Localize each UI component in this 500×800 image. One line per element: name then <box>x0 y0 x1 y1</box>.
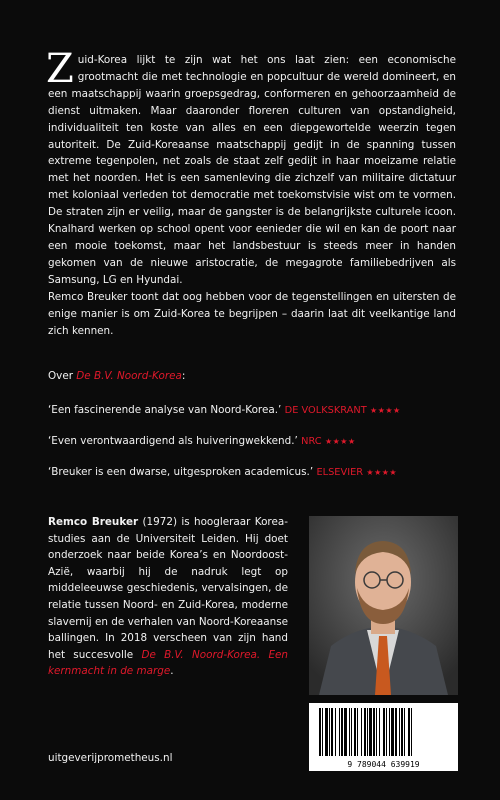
barcode-bar <box>391 708 394 756</box>
press-quote-1 <box>48 404 401 416</box>
barcode-number: 9 789044 639919 <box>347 760 420 769</box>
barcode-bar <box>404 708 405 756</box>
over-line <box>48 370 185 382</box>
author-name: Remco Breuker <box>48 516 139 528</box>
barcode-bar <box>354 708 356 756</box>
quote-source: ELSEVIER <box>316 467 364 478</box>
drop-cap: Z <box>46 46 74 92</box>
bio-end: . <box>170 665 174 678</box>
blurb-paragraph-2: Remco Breuker toont dat oog hebben voor de tegenstellingen en uitersten de enige manier is om Zuid-Korea te begrijpen – daarin laat dit veelkantige land zich kennen. <box>48 290 456 337</box>
barcode-bar <box>361 708 362 756</box>
author-bio <box>48 514 288 680</box>
quote-text: ‘Een fascinerende analyse van Noord-Korea.’ <box>48 404 282 416</box>
blurb-paragraph-1 <box>46 46 456 289</box>
author-portrait-image <box>309 516 458 695</box>
barcode-bar <box>386 708 387 756</box>
barcode-bar <box>369 708 372 756</box>
quote-text: ‘Breuker is een dwarse, uitgesproken academicus.’ <box>48 466 314 478</box>
barcode-bar <box>408 708 410 756</box>
barcode-bar <box>401 708 403 756</box>
barcode-bar <box>395 708 397 756</box>
barcode-bar <box>322 708 323 756</box>
publisher-website: uitgeverijprometheus.nl <box>48 752 173 764</box>
barcode-bar <box>351 708 352 756</box>
author-photo <box>309 516 458 695</box>
bio-book-title: De B.V. Noord-Korea. Een kernmacht in de marge <box>48 648 289 678</box>
barcode-bar <box>344 708 347 756</box>
barcode-bar <box>357 708 358 756</box>
barcode-bar <box>364 708 366 756</box>
barcode-bar <box>379 708 380 756</box>
barcode-bar <box>389 708 390 756</box>
rating-stars: ★★★★ <box>370 406 401 415</box>
over-suffix: : <box>181 370 186 382</box>
barcode-bar <box>349 708 350 756</box>
barcode-bar <box>339 708 340 756</box>
barcode-bar <box>373 708 375 756</box>
barcode-bar <box>411 708 412 756</box>
barcode-bar <box>319 708 321 756</box>
barcode-bar <box>329 708 330 756</box>
barcode-bar <box>383 708 385 756</box>
quote-source: DE VOLKSKRANT <box>284 405 367 416</box>
barcode-icon <box>309 703 458 771</box>
blurb-text-1: uid-Korea lijkt te zijn wat het ons laat zien: een economische grootmacht die met technologie en popcultuur de wereld domineert, en een maatschappij waarin groepsgedrag, conformeren en gehoorzaamheid de dienst uitmaken. Maar daaronder floreren culturen van opstandigheid, individualiteit ten koste van alles en een diepgewortelde weerzin tegen autoriteit. De Zuid-Koreaanse maatschappij gedijt in de spanning tussen extreme tegenpolen, net zoals de staat zelf gedijt in haar moeizame relatie met het noorden. Het is een samenleving die zichzelf van militaire dictatuur met koloniaal verleden tot democratie met toekomstvisie wist om te vormen. De straten zijn er veilig, maar de gangster is de belangrijkste culturele icoon. Knalhard werken op school opent voor eenieder die wil en kan de poort naar een mooie toekomst, maar het landsbestuur is steeds meer in handen gekomen van de nieuwe aristocratie, de megagrote familiebedrijven als Samsung, LG en Hyundai. <box>48 54 456 286</box>
quote-text: ‘Even verontwaardigend als huiveringwekkend.’ <box>48 435 298 447</box>
barcode-bar <box>399 708 400 756</box>
over-title: De B.V. Noord-Korea <box>76 370 182 382</box>
barcode-bar <box>341 708 343 756</box>
barcode-bar <box>367 708 368 756</box>
barcode-bar <box>331 708 333 756</box>
back-cover-blurb <box>46 46 456 339</box>
barcode-bar <box>325 708 328 756</box>
press-quote-3 <box>48 466 397 478</box>
isbn-barcode <box>309 703 458 771</box>
rating-stars: ★★★★ <box>366 468 398 477</box>
quote-source: NRC <box>301 436 322 447</box>
press-quote-2 <box>48 435 356 447</box>
rating-stars: ★★★★ <box>324 437 356 446</box>
barcode-bar <box>376 708 377 756</box>
over-prefix: Over <box>48 370 77 382</box>
bio-text: (1972) is hoogleraar Koreastudies aan de Universiteit Leiden. Hij doet onderzoek naar beide Korea’s en Noordoost-Azië, waarbij hij de nadruk legt op middeleeuwse geschiedenis, vervalsingen, de relatie tussen Noord- en Zuid-Korea, moderne slavernij en de verhalen van Noord-Koreaanse ballingen. In 2018 verscheen van zijn hand het succesvolle <box>48 516 288 661</box>
barcode-bar <box>335 708 336 756</box>
